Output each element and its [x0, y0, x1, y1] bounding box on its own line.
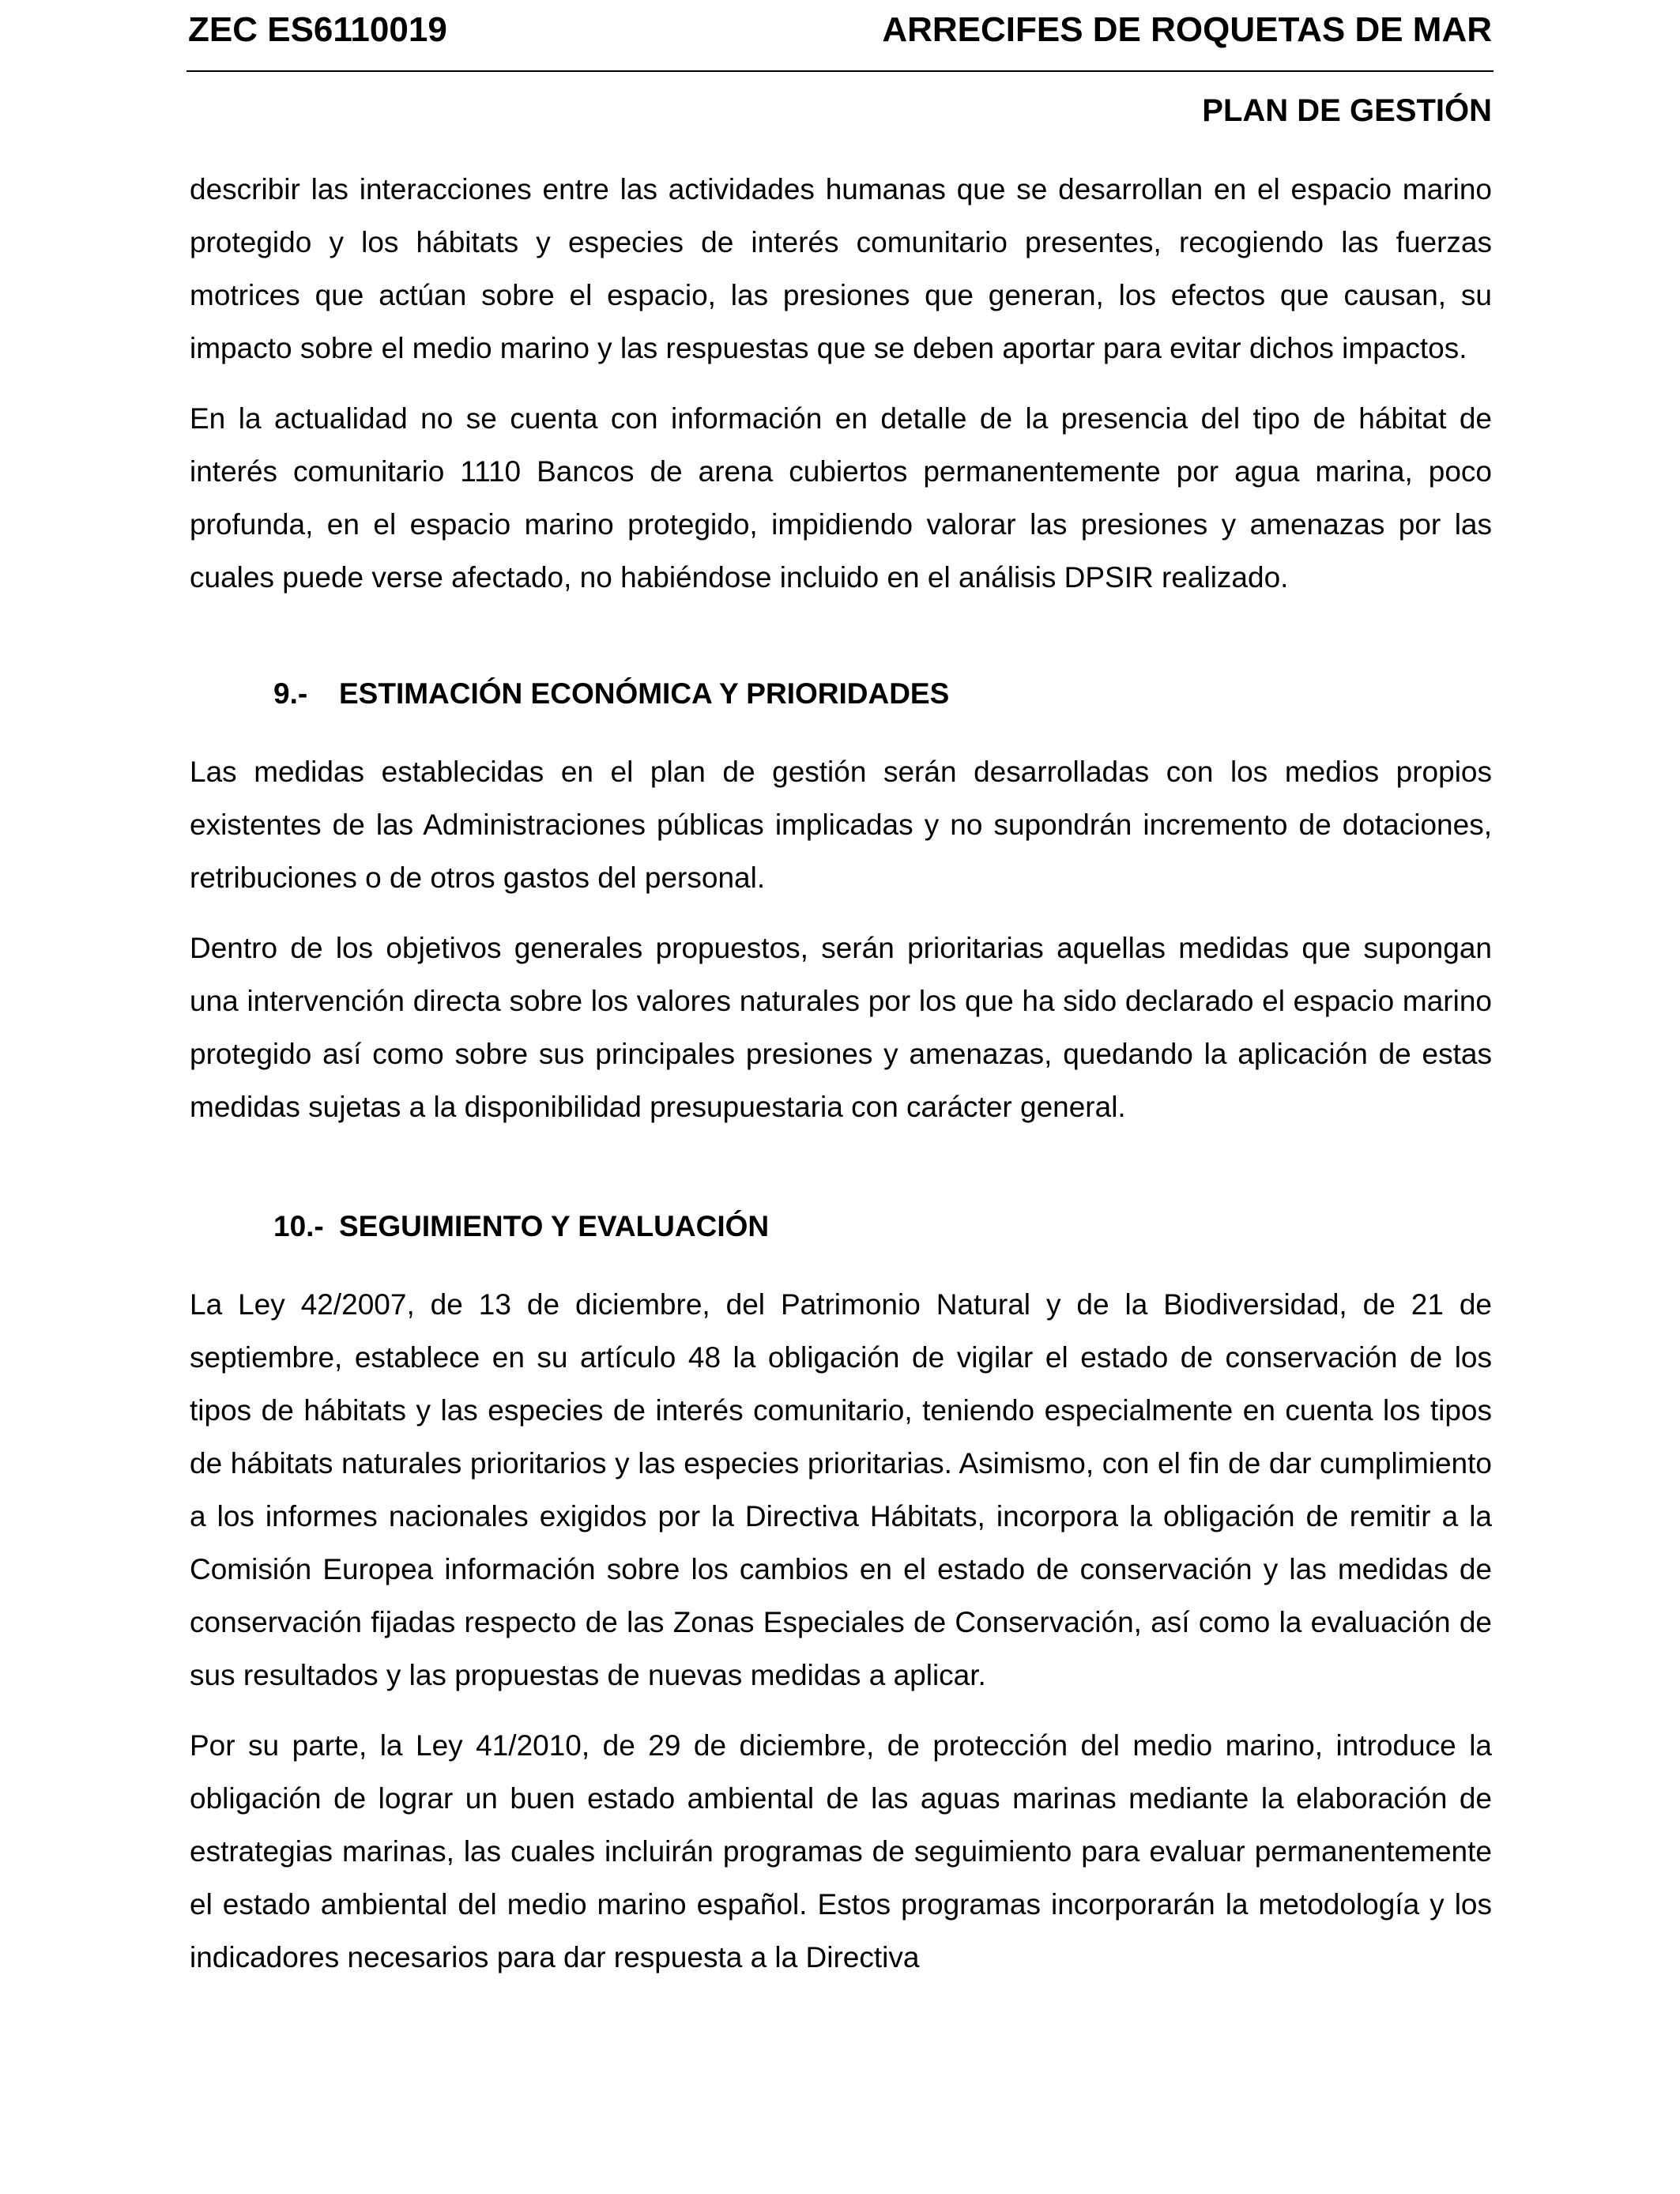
header-document-title: PLAN DE GESTIÓN — [1202, 93, 1492, 128]
section-9-title: ESTIMACIÓN ECONÓMICA Y PRIORIDADES — [339, 677, 950, 710]
header-divider — [186, 70, 1494, 72]
section-10-paragraph-2: Por su parte, la Ley 41/2010, de 29 de diciembre, de protección del medio marino, introduce la obligación de lograr un buen estado ambiental de las aguas marinas mediante la elaboración de estrategias marinas, las cuales incluirán programas de seguimiento para evaluar permanentemente el estado ambiental del medio marino español. Estos programas incorporarán la metodología y los indicadores necesarios para dar respuesta a la Directiva — [190, 1729, 1492, 1973]
section-10-paragraph-1: La Ley 42/2007, de 13 de diciembre, del Patrimonio Natural y de la Biodiversidad, de 21 de septiembre, establece en su artículo 48 la obligación de vigilar el estado de conservación de los tipos de hábitats y las especies de interés comunitario, teniendo especialmente en cuenta los tipos de hábitats naturales prioritarios y las especies prioritarias. Asimismo, con el fin de dar cumplimiento a los informes nacionales exigidos por la Directiva Hábitats, incorpora la obligación de remitir a la Comisión Europea información sobre los cambios en el estado de conservación y las medidas de conservación fijadas respecto de las Zonas Especiales de Conservación, así como la evaluación de sus resultados y las propuestas de nuevas medidas a aplicar. — [190, 1288, 1492, 1691]
header-site-name: ARRECIFES DE ROQUETAS DE MAR — [882, 10, 1492, 49]
paragraph-habitat-info: En la actualidad no se cuenta con información en detalle de la presencia del tipo de hábitat de interés comunitario 1110 Bancos de arena cubiertos permanentemente por agua marina, poco profunda, en el espacio marino protegido, impidiendo valorar las presiones y amenazas por las cuales puede verse afectado, no habiéndose incluido en el análisis DPSIR realizado. — [190, 402, 1492, 594]
section-9-heading — [273, 667, 1492, 720]
header-code: ZEC ES6110019 — [188, 10, 447, 49]
section-10-title: SEGUIMIENTO Y EVALUACIÓN — [339, 1210, 770, 1242]
section-10-number: 10.- — [273, 1210, 324, 1242]
section-9-number: 9.- — [273, 677, 308, 710]
paragraph-intro-continued: describir las interacciones entre las actividades humanas que se desarrollan en el espacio marino protegido y los hábitats y especies de interés comunitario presentes, recogiendo las fuerzas motrices que actúan sobre el espacio, las presiones que generan, los efectos que causan, su impacto sobre el medio marino y las respuestas que se deben aportar para evitar dichos impactos. — [190, 173, 1492, 364]
section-10-heading — [273, 1200, 1492, 1253]
document-body — [190, 163, 1492, 2001]
section-9-paragraph-1: Las medidas establecidas en el plan de gestión serán desarrolladas con los medios propios existentes de las Administraciones públicas implicadas y no supondrán incremento de dotaciones, retribuciones o de otros gastos del personal. — [190, 756, 1492, 894]
section-9-paragraph-2: Dentro de los objetivos generales propuestos, serán prioritarias aquellas medidas que supongan una intervención directa sobre los valores naturales por los que ha sido declarado el espacio marino protegido así como sobre sus principales presiones y amenazas, quedando la aplicación de estas medidas sujetas a la disponibilidad presupuestaria con carácter general. — [190, 932, 1492, 1123]
page-header — [188, 8, 1492, 52]
